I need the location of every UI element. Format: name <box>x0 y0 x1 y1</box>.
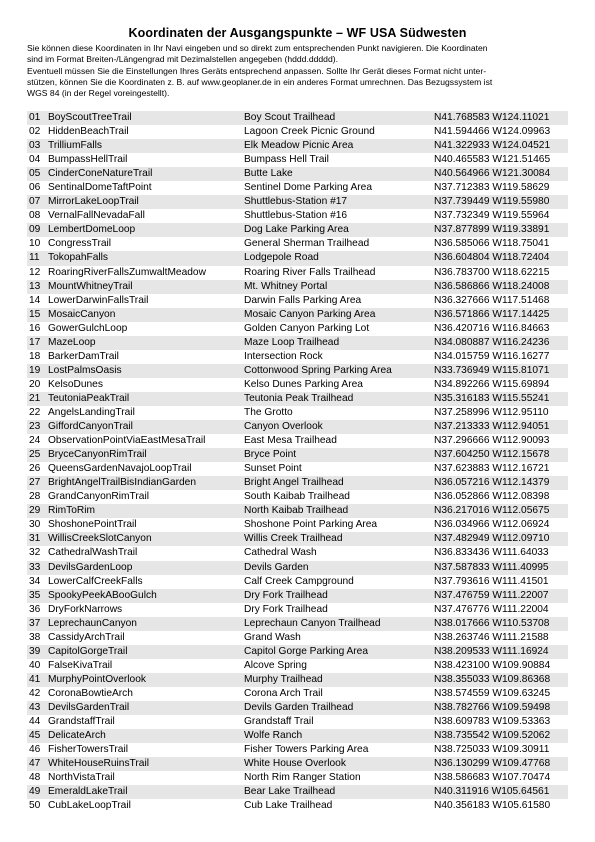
table-row <box>27 603 568 617</box>
table-row <box>27 195 568 209</box>
table-row <box>27 701 568 715</box>
route-name: LowerDarwinFallsTrail <box>48 294 149 306</box>
row-number: 36 <box>29 603 41 615</box>
table-row <box>27 322 568 336</box>
row-number: 24 <box>29 435 41 447</box>
trailhead-name: Wolfe Ranch <box>244 729 434 743</box>
intro-line: Eventuell müssen Sie die Einstellungen Ihres Geräts entsprechend anpassen. Sollte Ihr Gerät dieses Format nicht unter- <box>27 65 487 76</box>
table-row <box>27 715 568 729</box>
row-number: 14 <box>29 294 41 306</box>
trailhead-name: Bear Lake Trailhead <box>244 785 434 799</box>
table-row <box>27 420 568 434</box>
row-number: 37 <box>27 617 48 631</box>
trailhead-name: Lodgepole Road <box>244 251 434 265</box>
coordinates: N38.355033 W109.86368 <box>434 673 568 687</box>
route-name: WhiteHouseRuinsTrail <box>48 757 244 771</box>
coordinates: N37.739449 W119.55980 <box>434 195 568 209</box>
coordinates: N35.316183 W115.55241 <box>434 392 568 406</box>
row-number: 11 <box>27 251 48 265</box>
trailhead-name: North Rim Ranger Station <box>244 772 361 784</box>
trailhead-name: Teutonia Peak Trailhead <box>244 392 434 406</box>
row-number: 10 <box>29 238 41 250</box>
row-number: 25 <box>27 448 48 462</box>
row-number: 08 <box>29 210 41 222</box>
trailhead-name: Bumpass Hell Trail <box>244 154 329 166</box>
route-name: ShoshonePointTrail <box>48 519 137 531</box>
intro-line: sind im Format Breiten-/Längengrad mit Dezimalstellen angegeben (hddd.ddddd). <box>27 54 338 65</box>
trailhead-name: Mt. Whitney Portal <box>244 280 434 294</box>
trailhead-name: Cottonwood Spring Parking Area <box>244 364 434 378</box>
table-row <box>27 336 568 350</box>
trailhead-name: Maze Loop Trailhead <box>244 336 434 350</box>
coordinates: N36.052866 W112.08398 <box>434 491 550 503</box>
coordinates: N34.892266 W115.69894 <box>434 378 550 390</box>
route-name: MurphyPointOverlook <box>48 673 244 687</box>
route-name: CathedralWashTrail <box>48 547 138 559</box>
trailhead-name: South Kaibab Trailhead <box>244 491 350 503</box>
coordinates: N37.793616 W111.41501 <box>434 575 549 587</box>
trailhead-name: Capitol Gorge Parking Area <box>244 645 434 659</box>
coordinates: N37.258996 W112.95110 <box>434 406 549 418</box>
coordinates: N36.420716 W116.84663 <box>434 322 550 334</box>
row-number: 30 <box>29 519 41 531</box>
table-row <box>27 659 568 673</box>
row-number: 16 <box>29 322 41 334</box>
route-name: CubLakeLoopTrail <box>48 800 131 812</box>
route-name: DevilsGardenTrail <box>48 701 244 715</box>
row-number: 23 <box>27 420 48 434</box>
table-row <box>27 139 568 153</box>
coordinates: N40.465583 W121.51465 <box>434 154 551 166</box>
row-number: 31 <box>27 532 48 546</box>
route-name: CapitolGorgeTrail <box>48 645 244 659</box>
coordinates: N40.356183 W105.61580 <box>434 800 551 812</box>
coordinates: N36.586866 W118.24008 <box>434 280 568 294</box>
route-name: WillisCreekSlotCanyon <box>48 532 244 546</box>
row-number: 13 <box>27 280 48 294</box>
route-name: EmeraldLakeTrail <box>48 785 244 799</box>
trailhead-name: Kelso Dunes Parking Area <box>244 378 363 390</box>
table-row <box>27 181 568 195</box>
trailhead-name: Shoshone Point Parking Area <box>244 519 378 531</box>
route-name: MountWhitneyTrail <box>48 280 244 294</box>
trailhead-name: Murphy Trailhead <box>244 673 434 687</box>
row-number: 28 <box>29 491 41 503</box>
row-number: 21 <box>27 392 48 406</box>
intro-text <box>27 43 572 99</box>
trailhead-name: White House Overlook <box>244 757 434 771</box>
row-number: 02 <box>29 126 41 138</box>
trailhead-name: Golden Canyon Parking Lot <box>244 322 370 334</box>
trailhead-name: Canyon Overlook <box>244 420 434 434</box>
route-name: MirrorLakeLoopTrail <box>48 195 244 209</box>
row-number: 38 <box>29 631 41 643</box>
row-number: 09 <box>27 223 48 237</box>
row-number: 39 <box>27 645 48 659</box>
trailhead-name: Bryce Point <box>244 448 434 462</box>
row-number: 01 <box>27 111 48 125</box>
table-row <box>27 350 568 364</box>
route-name: VernalFallNevadaFall <box>48 210 145 222</box>
coordinates: N41.322933 W124.04521 <box>434 139 568 153</box>
coordinates: N38.782766 W109.59498 <box>434 701 568 715</box>
coordinates: N38.735542 W109.52062 <box>434 729 568 743</box>
coordinates: N37.296666 W112.90093 <box>434 435 550 447</box>
trailhead-name: Intersection Rock <box>244 350 323 362</box>
row-number: 50 <box>29 800 41 812</box>
trailhead-name: Elk Meadow Picnic Area <box>244 139 434 153</box>
row-number: 46 <box>29 744 41 756</box>
route-name: FalseKivaTrail <box>48 659 113 671</box>
table-row <box>27 743 568 757</box>
coordinates: N37.732349 W119.55964 <box>434 210 550 222</box>
table-row <box>27 364 568 378</box>
coordinates: N36.604804 W118.72404 <box>434 251 568 265</box>
coordinates: N38.423100 W109.90884 <box>434 659 551 671</box>
route-name: SentinalDomeTaftPoint <box>48 182 152 194</box>
row-number: 03 <box>27 139 48 153</box>
table-row <box>27 631 568 645</box>
coordinates: N36.217016 W112.05675 <box>434 504 568 518</box>
route-name: GowerGulchLoop <box>48 322 128 334</box>
coordinates: N38.263746 W111.21588 <box>434 631 549 643</box>
table-row <box>27 125 568 139</box>
row-number: 05 <box>27 167 48 181</box>
coordinates: N38.017666 W110.53708 <box>434 617 568 631</box>
trailhead-name: Alcove Spring <box>244 659 307 671</box>
row-number: 27 <box>27 476 48 490</box>
coordinates: N36.833436 W111.64033 <box>434 547 549 559</box>
route-name: TrilliumFalls <box>48 139 244 153</box>
trailhead-name: Dry Fork Trailhead <box>244 589 434 603</box>
table-row <box>27 575 568 589</box>
trailhead-name: Dog Lake Parking Area <box>244 223 434 237</box>
row-number: 32 <box>29 547 41 559</box>
route-name: NorthVistaTrail <box>48 772 115 784</box>
row-number: 20 <box>29 378 41 390</box>
trailhead-name: Bright Angel Trailhead <box>244 476 434 490</box>
table-row <box>27 518 568 532</box>
coordinates: N37.476759 W111.22007 <box>434 589 568 603</box>
table-row <box>27 167 568 181</box>
route-name: LowerCalfCreekFalls <box>48 575 143 587</box>
table-row <box>27 153 568 167</box>
table-row <box>27 251 568 265</box>
route-name: GrandstaffTrail <box>48 716 115 728</box>
coordinates: N36.034966 W112.06924 <box>434 519 550 531</box>
table-row <box>27 223 568 237</box>
route-name: LembertDomeLoop <box>48 223 244 237</box>
coordinates: N41.594466 W124.09963 <box>434 126 551 138</box>
trailhead-name: Roaring River Falls Trailhead <box>244 266 376 278</box>
page-title: Koordinaten der Ausgangspunkte – WF USA Südwesten <box>128 26 467 40</box>
table-row <box>27 561 568 575</box>
trailhead-name: Devils Garden Trailhead <box>244 701 434 715</box>
coordinates: N37.476776 W111.22004 <box>434 603 549 615</box>
trailhead-name: Boy Scout Trailhead <box>244 111 434 125</box>
route-name: RoaringRiverFallsZumwaltMeadow <box>48 266 206 278</box>
trailhead-name: Devils Garden <box>244 561 434 575</box>
trailhead-name: Butte Lake <box>244 167 434 181</box>
table-row <box>27 448 568 462</box>
row-number: 44 <box>29 716 41 728</box>
route-name: DelicateArch <box>48 729 244 743</box>
route-name: RimToRim <box>48 504 244 518</box>
table-row <box>27 280 568 294</box>
coordinates: N41.768583 W124.11021 <box>434 111 568 125</box>
coordinates: N36.327666 W117.51468 <box>434 294 550 306</box>
row-number: 47 <box>27 757 48 771</box>
coordinates: N34.080887 W116.24236 <box>434 336 568 350</box>
intro-line: WGS 84 (in der Regel voreingestellt). <box>27 88 170 99</box>
route-name: KelsoDunes <box>48 378 103 390</box>
coordinates: N37.604250 W112.15678 <box>434 448 568 462</box>
table-row <box>27 406 568 420</box>
coordinates: N36.130299 W109.47768 <box>434 757 568 771</box>
route-name: CinderConeNatureTrail <box>48 167 244 181</box>
row-number: 18 <box>29 350 41 362</box>
trailhead-name: The Grotto <box>244 406 293 418</box>
trailhead-name: Shuttlebus-Station #17 <box>244 195 434 209</box>
table-row <box>27 532 568 546</box>
route-name: TeutoniaPeakTrail <box>48 392 244 406</box>
row-number: 22 <box>29 406 41 418</box>
route-name: FisherTowersTrail <box>48 744 129 756</box>
trailhead-name: Calf Creek Campground <box>244 575 354 587</box>
coordinates: N37.482949 W112.09710 <box>434 532 568 546</box>
row-number: 17 <box>27 336 48 350</box>
table-row <box>27 462 568 476</box>
table-row <box>27 799 568 813</box>
row-number: 41 <box>27 673 48 687</box>
route-name: LostPalmsOasis <box>48 364 244 378</box>
table-row <box>27 294 568 308</box>
route-name: BoyScoutTreeTrail <box>48 111 244 125</box>
row-number: 33 <box>27 561 48 575</box>
row-number: 49 <box>27 785 48 799</box>
table-row <box>27 111 568 125</box>
trailhead-name: Leprechaun Canyon Trailhead <box>244 617 434 631</box>
table-row <box>27 785 568 799</box>
coordinates: N36.783700 W118.62215 <box>434 266 550 278</box>
table-row <box>27 308 568 322</box>
table-row <box>27 490 568 504</box>
route-name: DevilsGardenLoop <box>48 561 244 575</box>
route-name: CongressTrail <box>48 238 112 250</box>
intro-line: Sie können diese Koordinaten in Ihr Navi eingeben und so direkt zum entsprechenden Punkt navigieren. Die Koordinaten <box>27 43 488 53</box>
trailhead-name: Corona Arch Trail <box>244 687 323 699</box>
coordinates: N36.057216 W112.14379 <box>434 476 568 490</box>
trailhead-name: Mosaic Canyon Parking Area <box>244 308 434 322</box>
coordinates: N38.209533 W111.16924 <box>434 645 568 659</box>
trailhead-name: Fisher Towers Parking Area <box>244 744 369 756</box>
table-row <box>27 757 568 771</box>
coordinates: N37.213333 W112.94051 <box>434 420 568 434</box>
trailhead-name: Shuttlebus-Station #16 <box>244 210 348 222</box>
row-number: 42 <box>29 687 41 699</box>
trailhead-name: Cathedral Wash <box>244 547 317 559</box>
coordinates: N38.725033 W109.30911 <box>434 744 550 756</box>
route-name: BrightAngelTrailBisIndianGarden <box>48 476 244 490</box>
row-number: 04 <box>29 154 41 166</box>
row-number: 12 <box>29 266 41 278</box>
trailhead-name: North Kaibab Trailhead <box>244 504 434 518</box>
coordinates: N38.574559 W109.63245 <box>434 687 551 699</box>
trailhead-name: Darwin Falls Parking Area <box>244 294 362 306</box>
coordinates: N40.311916 W105.64561 <box>434 785 568 799</box>
trailhead-name: Dry Fork Trailhead <box>244 603 328 615</box>
coordinates: N38.609783 W109.53363 <box>434 716 551 728</box>
coordinates: N36.571866 W117.14425 <box>434 308 568 322</box>
coordinates: N33.736949 W115.81071 <box>434 364 568 378</box>
route-name: SpookyPeekABooGulch <box>48 589 244 603</box>
trailhead-name: Grand Wash <box>244 631 301 643</box>
row-number: 29 <box>27 504 48 518</box>
row-number: 06 <box>29 182 41 194</box>
table-row <box>27 729 568 743</box>
table-row <box>27 771 568 785</box>
route-name: BumpassHellTrail <box>48 154 128 166</box>
row-number: 35 <box>27 589 48 603</box>
row-number: 07 <box>27 195 48 209</box>
coordinates: N37.877899 W119.33891 <box>434 223 568 237</box>
trailhead-name: General Sherman Trailhead <box>244 238 370 250</box>
trailhead-name: Cub Lake Trailhead <box>244 800 333 812</box>
route-name: ObservationPointViaEastMesaTrail <box>48 435 206 447</box>
intro-line: stützen, können Sie die Koordinaten z. B. auf www.geoplaner.de in ein anderes Format umrechnen. Das Bezugssystem ist <box>27 76 493 87</box>
coordinates: N37.712383 W119.58629 <box>434 182 550 194</box>
trailhead-name: Grandstaff Trail <box>244 716 314 728</box>
route-name: BarkerDamTrail <box>48 350 119 362</box>
coordinates: N37.623883 W112.16721 <box>434 463 550 475</box>
route-name: CassidyArchTrail <box>48 631 125 643</box>
coordinates: N36.585066 W118.75041 <box>434 238 550 250</box>
row-number: 45 <box>27 729 48 743</box>
row-number: 48 <box>29 772 41 784</box>
coordinates: N38.586683 W107.70474 <box>434 772 551 784</box>
row-number: 26 <box>29 463 41 475</box>
table-row <box>27 237 568 251</box>
route-name: DryForkNarrows <box>48 603 123 615</box>
coordinates: N40.564966 W121.30084 <box>434 167 568 181</box>
route-name: AngelsLandingTrail <box>48 406 135 418</box>
table-row <box>27 476 568 490</box>
route-name: MazeLoop <box>48 336 244 350</box>
table-row <box>27 434 568 448</box>
route-name: GiffordCanyonTrail <box>48 420 244 434</box>
route-name: BryceCanyonRimTrail <box>48 448 244 462</box>
route-name: HiddenBeachTrail <box>48 126 129 138</box>
route-name: GrandCanyonRimTrail <box>48 491 149 503</box>
table-row <box>27 546 568 560</box>
trailhead-name: East Mesa Trailhead <box>244 435 337 447</box>
row-number: 19 <box>27 364 48 378</box>
route-name: MosaicCanyon <box>48 308 244 322</box>
coordinates: N37.587833 W111.40995 <box>434 561 568 575</box>
route-name: TokopahFalls <box>48 251 244 265</box>
coordinates-table <box>27 111 568 813</box>
table-row <box>27 392 568 406</box>
row-number: 15 <box>27 308 48 322</box>
trailhead-name: Lagoon Creek Picnic Ground <box>244 126 375 138</box>
table-row <box>27 266 568 280</box>
row-number: 40 <box>29 659 41 671</box>
table-row <box>27 209 568 223</box>
table-row <box>27 589 568 603</box>
table-row <box>27 617 568 631</box>
route-name: QueensGardenNavajoLoopTrail <box>48 463 192 475</box>
coordinates: N34.015759 W116.16277 <box>434 350 550 362</box>
table-row <box>27 687 568 701</box>
table-row <box>27 378 568 392</box>
table-row <box>27 673 568 687</box>
trailhead-name: Sunset Point <box>244 463 302 475</box>
trailhead-name: Willis Creek Trailhead <box>244 532 434 546</box>
trailhead-name: Sentinel Dome Parking Area <box>244 182 372 194</box>
route-name: LeprechaunCanyon <box>48 617 244 631</box>
row-number: 34 <box>29 575 41 587</box>
table-row <box>27 504 568 518</box>
row-number: 43 <box>27 701 48 715</box>
route-name: CoronaBowtieArch <box>48 687 133 699</box>
table-row <box>27 645 568 659</box>
